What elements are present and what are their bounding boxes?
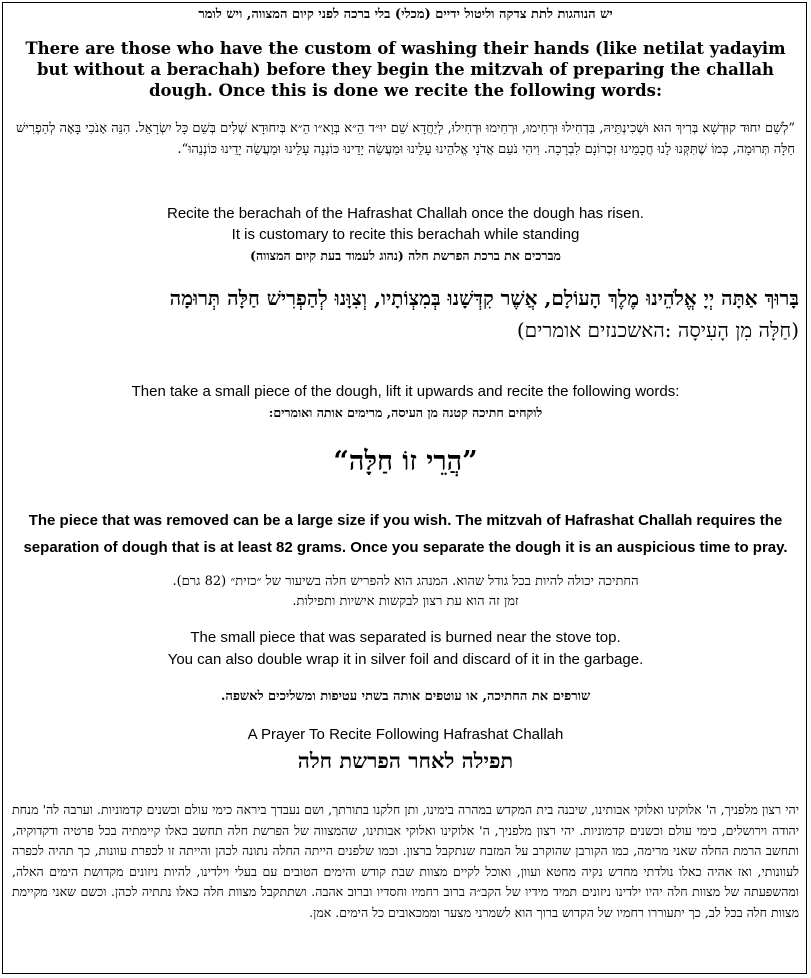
- intro-english: There are those who have the custom of washing their hands (like netilat yadayim but without a berachah) before they begin the mitzvah of preparing the challah dough. Once this is done we recite the following words:: [25, 39, 786, 100]
- prayer-title-hebrew: תפילה לאחר הפרשת חלה: [297, 748, 514, 773]
- size-note-hebrew-line1: החתיכה יכולה להיות בכל גודל שהוא. המנהג הוא להפריש חלה בשיעור של ״כזית״ (82 גרם).: [172, 574, 639, 589]
- lift-instruction-english: Then take a small piece of the dough, lift it upwards and recite the following words:: [131, 383, 680, 400]
- burn-instruction-line1: The small piece that was separated is burned near the stove top.: [190, 629, 621, 646]
- custom-header-hebrew: יש הנוהגות לתת צדקה וליטול ידיים (מכלי) בלי ברכה לפני קיום המצווה, ויש לומר: [198, 7, 613, 22]
- recite-instruction-hebrew: מברכים את ברכת הפרשת חלה (נהוג לעמוד בעת קיום המצווה): [250, 248, 561, 263]
- blessing-line1: בָּרוּךְ אַתָּה יְיָ אֱלֹהֵינוּ מֶלֶךְ הָעוֹלָם, אֲשֶׁר קִדְּשָׁנוּ בְּמִצְוֹתָיו, וְצִוָּנוּ לְהַפְרִישׁ חַלָּה תְּרוּמָה: [169, 286, 799, 310]
- leshem-yichud-text: ”לְשֵׁם יִחוּד קוּדְשָׁא בְּרִיךְ הוּא וּשְׁכִינְתֵּיהּ, בִּדְחִילוּ וּרְחִימוּ, וּרְחִימוּ וּדְחִילוּ, לְיַחֲדָא שֵׁם יוּ״ד הֵ״א בְּוָא״ו הֵ״א בְּיִחוּדָא שְׁלִים בְּשֵׁם כָּל יִשְׂרָאֵל. הִנֵּה אָנֹכִי בָּאָה לְהַפְרִישׁ חַלָּה תְּרוּמָה, כְּמוֹ שֶׁתִּקְּנוּ לָנוּ חֲכָמֵינוּ זִכְרוֹנָם לִבְרָכָה. וִיהִי נֹעַם אֲדֹנָי אֱלֹהֵינוּ עָלֵינוּ וּמַעֲשֵׂה יָדֵינוּ כּוֹנְנָה עָלֵינוּ וּמַעֲשֵׂה יָדֵינוּ כּוֹנְנֵהוּ“.: [16, 121, 795, 157]
- lift-instruction-hebrew: לוקחים חתיכה קטנה מן העיסה, מרימים אותה ואומרים:: [268, 405, 543, 420]
- recite-instruction-line1: Recite the berachah of the Hafrashat Challah once the dough has risen.: [167, 205, 644, 222]
- burn-instruction-line2: You can also double wrap it in silver foil and discard of it in the garbage.: [167, 651, 644, 668]
- blessing-line2: (חַלָּה מִן הָעִיסָה :האשכנזים אומרים): [516, 318, 799, 342]
- harei-zo-challah: ”הֲרֵי זוֹ חַלָּה“: [333, 446, 478, 477]
- size-note-hebrew-line2: זמן זה הוא עת רצון לבקשות אישיות ותפילות.: [292, 594, 519, 609]
- recite-instruction-line2: It is customary to recite this berachah while standing: [231, 226, 580, 243]
- prayer-text: יהי רצון מלפניך, ה' אלוקינו ואלוקי אבותינו, שיבנה בית המקדש במהרה בימינו, ותן חלקנו בתורתך, ושם נעבדך ביראה כימי עולם וכשנים קדמוניות. וערבה לה' מנחת יהודה וירושלים, כימי עולם וכשנים קדמוניות. יהי רצון מלפניך, ה' אלוקינו ואלוקי אבותינו, שהמצווה של הפרשת חלה תחשב כאלו קיימתיה בכל פרטיה ודקדוקיה, ותחשב הרמת החלה שאני מרימה, כמו הקורבן שהוקרב על המזבח שנתקבל ברצון. וכמו שלפנים הייתה החלה נתונה לכהן והייתה זו לכפרת עוונות, כך תהיה לכפרה לעוונותי, ואז אהיה כאלו נולדתי מחדש נקיה מחטא ועוון, ואוכל לקיים מצוות שבת קודש והימים הטובים עם בעלי וילדינו, להיות ניזונים מקדושת הימים האלה, ומהשפעתה של מצוות חלה יהיו ילדינו ניזונים תמיד מידיו של הקב״ה ברוב רחמיו וחסדיו וברוב אהבה. ושתתקבל מצוות חלה כאלו נתתיה לכהן. וכשם שאני מקיימת מצוות חלה בכל לב, כך יתעוררו רחמיו של הקדוש ברוך הוא לשמרני מצער וממכאובים כל הימים. אמן.: [12, 802, 799, 920]
- burn-instruction-hebrew: שורפים את החתיכה, או עוטפים אותה בשתי עטיפות ומשליכים לאשפה.: [220, 689, 591, 704]
- size-note-english: The piece that was removed can be a large size if you wish. The mitzvah of Hafrashat Challah requires the separation of dough that is at least 82 grams. Once you separate the dough it is an auspicious time to pray.: [23, 512, 788, 556]
- prayer-title-english: A Prayer To Recite Following Hafrashat Challah: [247, 726, 564, 743]
